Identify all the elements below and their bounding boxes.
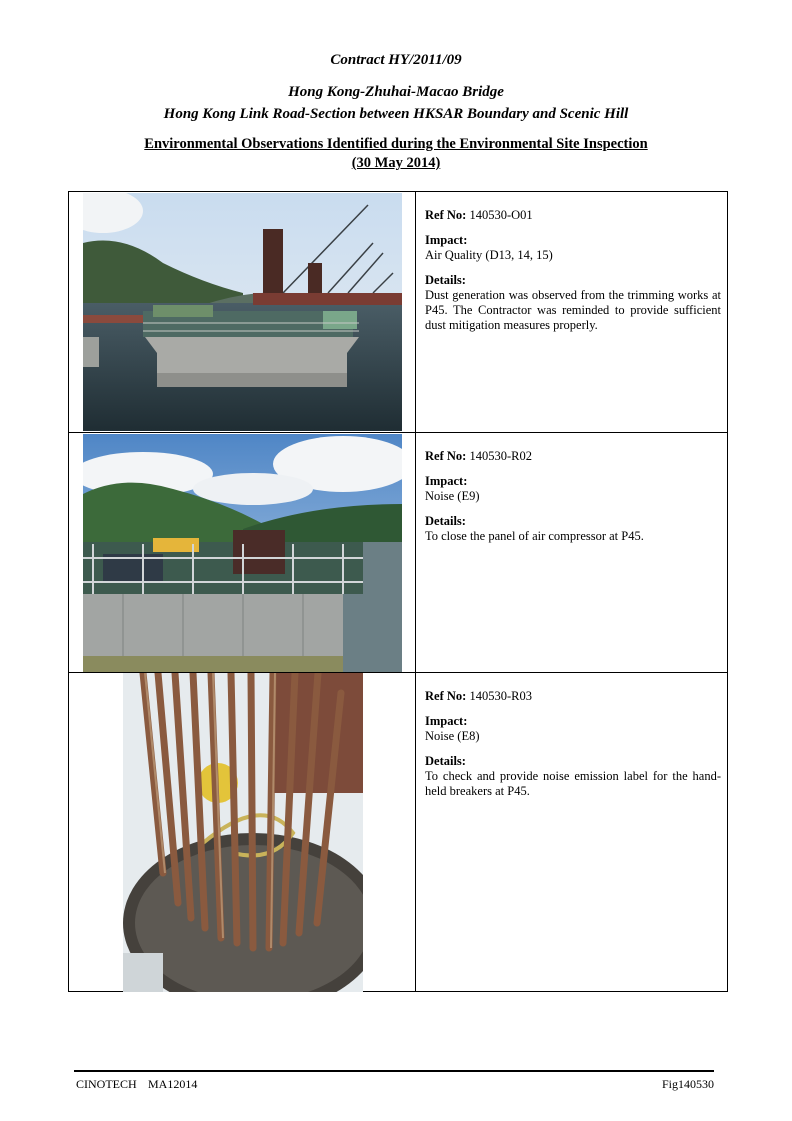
- ref-label: Ref No:: [425, 449, 467, 463]
- observation-row: [69, 192, 727, 432]
- details-value: To close the panel of air compressor at P45.: [425, 529, 644, 543]
- project-name: Hong Kong-Zhuhai-Macao Bridge: [288, 84, 504, 100]
- impact-value: Noise (E8): [425, 729, 480, 743]
- details-label: Details:: [425, 754, 466, 768]
- footer-document-code: MA12014: [148, 1077, 198, 1091]
- footer-company: CINOTECH: [76, 1077, 137, 1091]
- ref-number: 140530-R03: [469, 689, 532, 703]
- observation-row: [69, 432, 727, 673]
- details-label: Details:: [425, 514, 466, 528]
- impact-label: Impact:: [425, 474, 468, 488]
- observation-text: [425, 689, 721, 809]
- inspection-date: (30 May 2014): [351, 155, 441, 171]
- impact-value: Noise (E9): [425, 489, 480, 503]
- ref-label: Ref No:: [425, 689, 467, 703]
- ref-number: 140530-R02: [469, 449, 532, 463]
- page-title: Environmental Observations Identified during the Environmental Site Inspection: [144, 136, 648, 152]
- details-value: To check and provide noise emission label for the hand-held breakers at P45.: [425, 769, 721, 798]
- impact-value: Air Quality (D13, 14, 15): [425, 248, 553, 262]
- observation-row: [69, 672, 727, 992]
- footer-figure-number: Fig140530: [661, 1077, 714, 1091]
- impact-label: Impact:: [425, 233, 468, 247]
- details-label: Details:: [425, 273, 466, 287]
- ref-label: Ref No:: [425, 208, 467, 222]
- contract-number: Contract HY/2011/09: [330, 52, 462, 68]
- observation-text: [425, 449, 721, 554]
- observations-table: [68, 191, 728, 992]
- observation-text: [425, 208, 721, 343]
- photo-hand-held-breakers: [123, 673, 363, 992]
- photo-air-compressor: [83, 434, 402, 672]
- section-name: Hong Kong Link Road-Section between HKSAR Boundary and Scenic Hill: [163, 106, 629, 122]
- ref-number: 140530-O01: [469, 208, 533, 222]
- footer-divider: [74, 1070, 714, 1072]
- details-value: Dust generation was observed from the trimming works at P45. The Contractor was reminded to provide sufficient dust mitigation measures properly.: [425, 288, 721, 332]
- photo-pier-trimming: [83, 193, 402, 431]
- impact-label: Impact:: [425, 714, 468, 728]
